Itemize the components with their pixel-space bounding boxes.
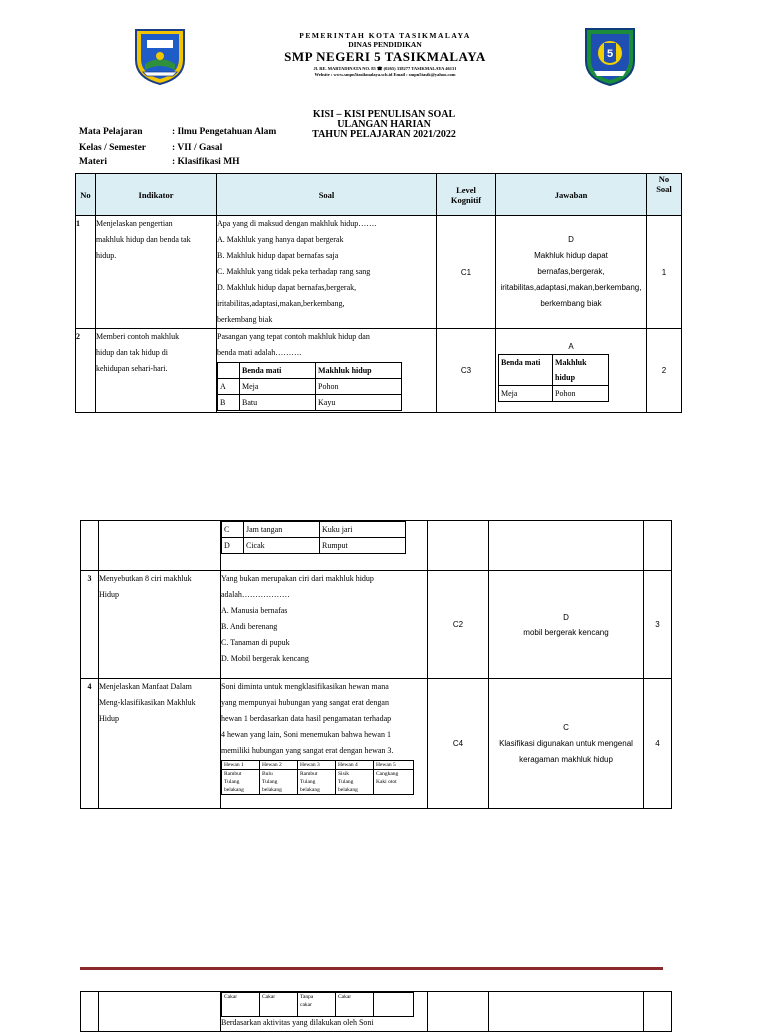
row3-soal-line: adalah……………… [221, 590, 290, 599]
cont-no [81, 521, 99, 571]
meta-material-label: Materi [79, 157, 107, 167]
hewan-trait: Sisik [338, 771, 350, 777]
cont-no-soal [644, 521, 672, 571]
hewan-head: Hewan 2 [260, 761, 298, 770]
hewan-trait: Rambut [224, 771, 242, 777]
row1-jawaban-line: berkembang biak [540, 299, 602, 308]
pairs-cell: Rumput [320, 538, 406, 554]
page3-level [428, 992, 489, 1032]
row4-soal-line: 4 hewan yang lain, Soni menemukan bahwa hewan 1 [221, 730, 391, 739]
pairs-cell: Cicak [244, 538, 320, 554]
pairs-head-benda-mati: Benda mati [240, 363, 316, 379]
cont-level [428, 521, 489, 571]
pairs-cell: Kayu [316, 395, 402, 411]
row1-soal-option: C. Makhluk yang tidak peka terhadap rang sang [217, 267, 371, 276]
pairs-cell: Meja [240, 379, 316, 395]
answer-head-benda-mati: Benda mati [499, 354, 553, 385]
col-header-no-soal-line2: Soal [656, 184, 672, 194]
row3-jawaban-line: mobil bergerak kencang [523, 627, 609, 637]
meta-subject-value: : Ilmu Pengetahuan Alam [172, 127, 277, 137]
table-row [76, 329, 682, 413]
pairs-cell: Pohon [316, 379, 402, 395]
hewan-trait: Cangkang [376, 771, 399, 777]
hewan-trait: Tulang [262, 779, 278, 785]
col-header-no: No [76, 174, 96, 216]
meta-class-value: : VII / Gasal [172, 143, 223, 153]
row2-soal-pairs-table [217, 362, 402, 411]
hewan-trait: belakang [300, 787, 320, 793]
school-city-logo [133, 26, 187, 86]
letterhead-contact: Website : www.smpn5tasikmalaya.sch.id Email : smpn5tasik@yahoo.com [314, 72, 456, 77]
row4-indikator-line: Hidup [99, 714, 119, 723]
row4-soal-line: yang mempunyai hubungan yang sangat erat dengan [221, 698, 389, 707]
row2-soal-line: Pasangan yang tepat contoh makhluk hidup dan [217, 332, 370, 341]
row3-jawaban [489, 571, 644, 679]
row1-indikator [96, 216, 217, 329]
letterhead-government: PEMERINTAH KOTA TASIKMALAYA [299, 31, 471, 40]
row4-soal-line: hewan 1 berdasarkan data hasil pengamatan terhadap [221, 714, 392, 723]
col-header-level-line1: Level [456, 184, 476, 195]
page3-soal-line: Berdasarkan aktivitas yang dilakukan oleh Soni [221, 1018, 374, 1027]
hewan-head: Hewan 3 [298, 761, 336, 770]
hewan-trait: Tulang [224, 779, 240, 785]
row2-level: C3 [437, 329, 496, 413]
col-header-level-line2: Kognitif [450, 194, 482, 205]
row4-indikator-line: Meng-klasifikasikan Makhluk [99, 698, 196, 707]
pairs-head-makhluk-hidup: Makhluk hidup [316, 363, 402, 379]
cont-indikator [99, 521, 221, 571]
pairs-cell: Jam tangan [244, 522, 320, 538]
table-header-row [76, 174, 682, 216]
school-emblem-logo [584, 27, 636, 87]
hewan-trait: Rambut [300, 771, 318, 777]
row3-no: 3 [81, 571, 99, 679]
hewan-traits [260, 770, 298, 795]
row4-no: 4 [81, 679, 99, 809]
pairs-cell: Kuku jari [320, 522, 406, 538]
hewan-trait: Bulu [262, 771, 273, 777]
page3-soal [221, 992, 428, 1032]
row1-indikator-line: hidup. [96, 251, 117, 260]
row2-no-soal: 2 [647, 329, 682, 413]
row1-soal-option: B. Makhluk hidup dapat bernafas saja [217, 251, 339, 260]
row3-indikator [99, 571, 221, 679]
table-row [81, 992, 672, 1032]
page3-no [81, 992, 99, 1032]
row1-jawaban [496, 216, 647, 329]
hewan-traits [222, 770, 260, 795]
row4-indikator-line: Menjelaskan Manfaat Dalam [99, 682, 192, 691]
table-row [76, 216, 682, 329]
row1-soal-option: berkembang biak [217, 315, 273, 324]
cont-jawaban [489, 521, 644, 571]
hewan-trait: Tulang [338, 779, 354, 785]
row1-soal-line: Apa yang di maksud dengan makhluk hidup……. [217, 219, 377, 228]
row2-indikator-line: kehidupan sehari-hari. [96, 364, 168, 373]
row2-indikator-line: Memberi contoh makhluk [96, 332, 180, 341]
row1-jawaban-line: Makhluk hidup dapat [534, 251, 608, 260]
row4-indikator [99, 679, 221, 809]
row1-indikator-line: makhluk hidup dan benda tak [96, 235, 191, 244]
row1-no-soal: 1 [647, 216, 682, 329]
row1-indikator-line: Menjelaskan pengertian [96, 219, 173, 228]
hewan-traits [298, 770, 336, 795]
col-header-jawaban: Jawaban [496, 174, 647, 216]
col-header-no-soal-line1: No [658, 174, 670, 184]
row4-jawaban-letter: C [563, 722, 569, 732]
row1-level: C1 [437, 216, 496, 329]
row4-jawaban [489, 679, 644, 809]
row4-jawaban-line: Klasifikasi digunakan untuk mengenal [499, 738, 633, 748]
row3-soal [221, 571, 428, 679]
row3-no-soal: 3 [644, 571, 672, 679]
page3-jawaban [489, 992, 644, 1032]
hewan-head: Hewan 1 [222, 761, 260, 770]
row2-indikator [96, 329, 217, 413]
row1-no: 1 [76, 216, 96, 329]
row4-no-soal: 4 [644, 679, 672, 809]
row2-soal-line: benda mati adalah………. [217, 348, 302, 357]
hewan-trait: Cakar [260, 993, 298, 1017]
col-header-level [437, 174, 496, 216]
doc-title-line2: ULANGAN HARIAN [337, 119, 431, 130]
row1-soal-option: A. Makhluk yang hanya dapat bergerak [217, 235, 344, 244]
row4-soal-line: memiliki hubungan yang sangat erat dengan hewan 3. [221, 746, 394, 755]
hewan-trait: Cakar [336, 993, 374, 1017]
table-row [81, 679, 672, 809]
meta-class-label: Kelas / Semester [79, 143, 147, 153]
hewan-trait: Tulang [300, 779, 316, 785]
meta-subject-label: Mata Pelajaran [79, 127, 143, 137]
svg-text:5: 5 [606, 48, 614, 60]
question-grid-table-page3 [80, 991, 672, 1032]
row3-soal-option: D. Mobil bergerak kencang [221, 654, 309, 663]
hewan-traits [298, 993, 336, 1017]
hewan-trait: Kaki otot [376, 779, 397, 785]
page3-hewan-table [221, 992, 414, 1017]
col-header-indikator: Indikator [96, 174, 217, 216]
answer-cell: Meja [499, 385, 553, 401]
row1-soal-option: iritabilitas,adaptasi,makan,berkembang, [217, 299, 345, 308]
col-header-no-soal [647, 174, 682, 216]
hewan-trait: cakar [300, 1002, 312, 1008]
hewan-trait: belakang [224, 787, 244, 793]
hewan-trait: belakang [338, 787, 358, 793]
row4-soal [221, 679, 428, 809]
pairs-option-letter: B [218, 395, 240, 411]
letterhead-school-name: SMP NEGERI 5 TASIKMALAYA [284, 49, 486, 64]
cont-pairs-table [221, 521, 406, 554]
row2-no: 2 [76, 329, 96, 413]
page-divider [80, 967, 663, 970]
row1-jawaban-line: bernafas,bergerak, [537, 267, 605, 276]
row3-soal-option: B. Andi berenang [221, 622, 278, 631]
pairs-option-letter: D [222, 538, 244, 554]
doc-title-line3: TAHUN PELAJARAN 2021/2022 [312, 129, 456, 140]
row2-jawaban [496, 329, 647, 413]
answer-head-makhluk-hidup: Makhluk hidup [553, 354, 609, 385]
row3-soal-option: A. Manusia bernafas [221, 606, 288, 615]
hewan-traits [374, 770, 414, 795]
row2-jawaban-table [498, 354, 609, 402]
row1-soal-option: D. Makhluk hidup dapat bernafas,bergerak, [217, 283, 357, 292]
row4-soal-line: Soni diminta untuk mengklasifikasikan hewan mana [221, 682, 389, 691]
page3-no-soal [644, 992, 672, 1032]
row1-soal [217, 216, 437, 329]
row4-level: C4 [428, 679, 489, 809]
answer-cell: Pohon [553, 385, 609, 401]
row3-indikator-line: Hidup [99, 590, 119, 599]
row1-jawaban-line: iritabilitas,adaptasi,makan,berkembang, [500, 283, 642, 292]
hewan-traits [336, 770, 374, 795]
page3-indikator [99, 992, 221, 1032]
row4-hewan-table [221, 760, 414, 795]
pairs-option-letter: C [222, 522, 244, 538]
row3-indikator-line: Menyebutkan 8 ciri makhluk [99, 574, 192, 583]
hewan-head: Hewan 5 [374, 761, 414, 770]
question-grid-table [75, 173, 682, 413]
row3-soal-option: C. Tanaman di pupuk [221, 638, 290, 647]
hewan-head: Hewan 4 [336, 761, 374, 770]
hewan-trait: Cakar [222, 993, 260, 1017]
table-row [81, 571, 672, 679]
pairs-option-letter: A [218, 379, 240, 395]
hewan-trait: Tanpa [300, 994, 314, 1000]
letterhead-address: Jl. RE. MARTADINATA NO. 85 ☎ (0265) 338277 TASIKMALAYA 46131 [313, 66, 457, 71]
cont-soal [221, 521, 428, 571]
row4-jawaban-line: keragaman makhluk hidup [519, 754, 613, 764]
row2-jawaban-letter: A [568, 341, 574, 351]
row1-jawaban-letter: D [568, 235, 574, 244]
hewan-trait: belakang [262, 787, 282, 793]
pairs-cell: Batu [240, 395, 316, 411]
col-header-soal: Soal [217, 174, 437, 216]
row3-jawaban-letter: D [563, 612, 569, 622]
question-grid-table-page2 [80, 520, 672, 809]
meta-material-value: : Klasifikasi MH [172, 157, 240, 167]
row2-soal [217, 329, 437, 413]
hewan-trait [374, 993, 414, 1017]
row3-soal-line: Yang bukan merupakan ciri dari makhluk hidup [221, 574, 374, 583]
pairs-head-blank [218, 363, 240, 379]
letterhead-department: DINAS PENDIDIKAN [348, 40, 422, 49]
row2-indikator-line: hidup dan tak hidup di [96, 348, 168, 357]
table-row [81, 521, 672, 571]
doc-title-line1: KISI – KISI PENULISAN SOAL [312, 109, 456, 120]
row3-level: C2 [428, 571, 489, 679]
